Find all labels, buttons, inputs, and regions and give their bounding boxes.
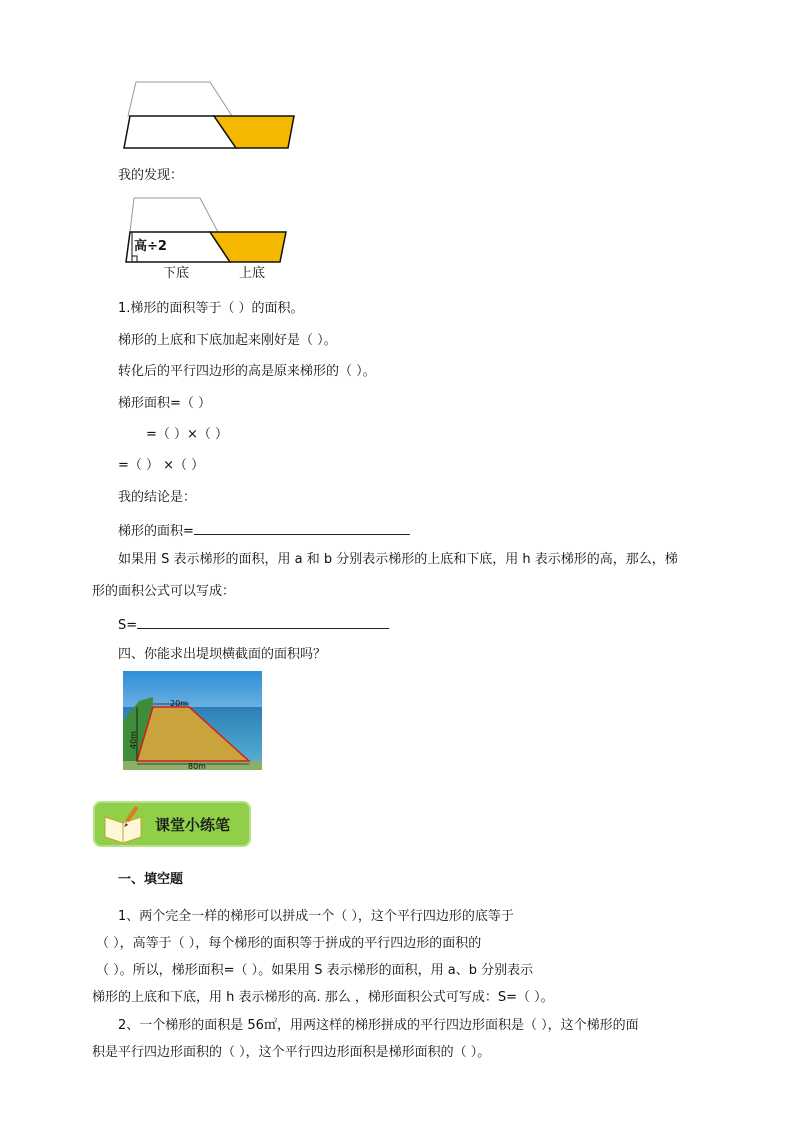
conclusion-label: 我的结论是：	[118, 490, 197, 505]
if-sentence-2: 形的面积公式可以写成：	[92, 584, 236, 599]
dam-bottom-label: 80m	[188, 762, 206, 771]
area-label: 梯形的面积=	[118, 524, 194, 539]
banner-title: 课堂小练笔	[155, 816, 231, 834]
dam-top-label: 20m	[170, 699, 188, 708]
question-2: 梯形的上底和下底加起来刚好是（ ）。	[118, 333, 337, 348]
area-blank	[194, 520, 410, 535]
fill-blank-title: 一、填空题	[118, 872, 184, 887]
question-3: 转化后的平行四边形的高是原来梯形的（ ）。	[118, 364, 376, 379]
dam-height-label: 40m	[128, 731, 138, 749]
height-half-label: 高÷2	[134, 239, 167, 254]
trapezoid-figure-2	[124, 198, 299, 268]
problem-2-line-2: 积是平行四边形面积的（ ），这个平行四边形面积是梯形面积的（ ）。	[92, 1045, 491, 1060]
problem-1-line-2: （ ），高等于（ ），每个梯形的面积等于拼成的平行四边形的面积的	[96, 936, 482, 951]
dam-picture	[123, 671, 263, 771]
formula-line-3: =（ ） ×（ ）	[118, 458, 205, 473]
discovery-label: 我的发现：	[118, 168, 184, 183]
s-label: S=	[118, 618, 138, 633]
problem-1-line-4: 梯形的上底和下底，用 h 表示梯形的高. 那么 ，梯形面积公式可写成：S=（ ）。	[92, 990, 554, 1005]
trapezoid-figure-1	[124, 82, 299, 152]
problem-1-line-3: （ ）。所以，梯形面积=（ ）。如果用 S 表示梯形的面积，用 a、b 分别表示	[96, 963, 534, 978]
top-base-label: 上底	[239, 266, 266, 281]
s-formula-line	[118, 614, 389, 635]
bottom-base-label: 下底	[163, 266, 190, 281]
question-1: 1.梯形的面积等于（ ）的面积。	[118, 301, 304, 316]
s-blank	[137, 614, 389, 629]
formula-line-1: 梯形面积=（ ）	[118, 396, 212, 411]
formula-line-2: =（ ）×（ ）	[146, 427, 229, 442]
if-sentence-1: 如果用 S 表示梯形的面积，用 a 和 b 分别表示梯形的上底和下底，用 h 表示梯形的高，那么，梯	[118, 552, 678, 567]
section-four-title: 四、你能求出堤坝横截面的面积吗？	[118, 647, 327, 662]
practice-banner	[93, 801, 251, 847]
problem-2-line-1: 2、一个梯形的面积是 56㎡，用两这样的梯形拼成的平行四边形面积是（ ），这个梯形的面	[118, 1018, 639, 1033]
area-line	[118, 520, 410, 541]
notebook-pencil-icon	[101, 805, 145, 845]
problem-1-line-1: 1、两个完全一样的梯形可以拼成一个（ ），这个平行四边形的底等于	[118, 909, 514, 924]
